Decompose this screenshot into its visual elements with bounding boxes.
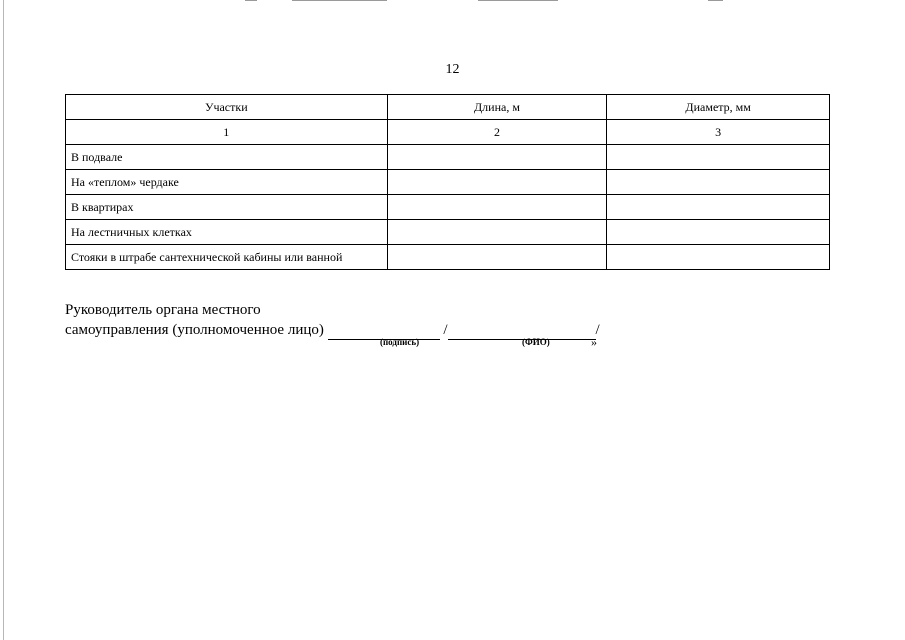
length-cell[interactable] [387, 195, 607, 220]
signature-block [65, 300, 600, 340]
sections-table [65, 94, 830, 270]
signature-role-text: самоуправления (уполномоченное лицо) [65, 322, 324, 338]
diameter-cell[interactable] [607, 245, 830, 270]
table-row [66, 170, 830, 195]
row-label: На «теплом» чердаке [66, 170, 388, 195]
header-length: Длина, м [387, 95, 607, 120]
row-label: Стояки в штрабе сантехнической кабины или ванной [66, 245, 388, 270]
signature-separator: / [443, 322, 448, 338]
closing-quote: » [591, 335, 597, 349]
row-label: В квартирах [66, 195, 388, 220]
scan-top-mark [245, 0, 257, 1]
length-cell[interactable] [387, 145, 607, 170]
column-number: 2 [387, 120, 607, 145]
scan-left-edge [3, 0, 4, 640]
table-row [66, 245, 830, 270]
table-row [66, 220, 830, 245]
header-sections: Участки [66, 95, 388, 120]
page-number: 12 [445, 62, 460, 77]
diameter-cell[interactable] [607, 145, 830, 170]
column-number: 1 [66, 120, 388, 145]
column-number-row [66, 120, 830, 145]
length-cell[interactable] [387, 170, 607, 195]
row-label: В подвале [66, 145, 388, 170]
scan-top-mark [708, 0, 723, 1]
signature-line2 [65, 320, 600, 340]
table-row [66, 145, 830, 170]
diameter-cell[interactable] [607, 170, 830, 195]
length-cell[interactable] [387, 245, 607, 270]
name-hint: (ФИО) [522, 337, 550, 347]
table-header-row [66, 95, 830, 120]
diameter-cell[interactable] [607, 195, 830, 220]
scan-top-mark [292, 0, 387, 1]
header-diameter: Диаметр, мм [607, 95, 830, 120]
signature-hint: (подпись) [380, 337, 420, 347]
scan-top-mark [478, 0, 558, 1]
table-row [66, 195, 830, 220]
column-number: 3 [607, 120, 830, 145]
row-label: На лестничных клетках [66, 220, 388, 245]
signature-end-separator: / [595, 322, 600, 338]
length-cell[interactable] [387, 220, 607, 245]
signature-line1: Руководитель органа местного [65, 302, 261, 318]
diameter-cell[interactable] [607, 220, 830, 245]
